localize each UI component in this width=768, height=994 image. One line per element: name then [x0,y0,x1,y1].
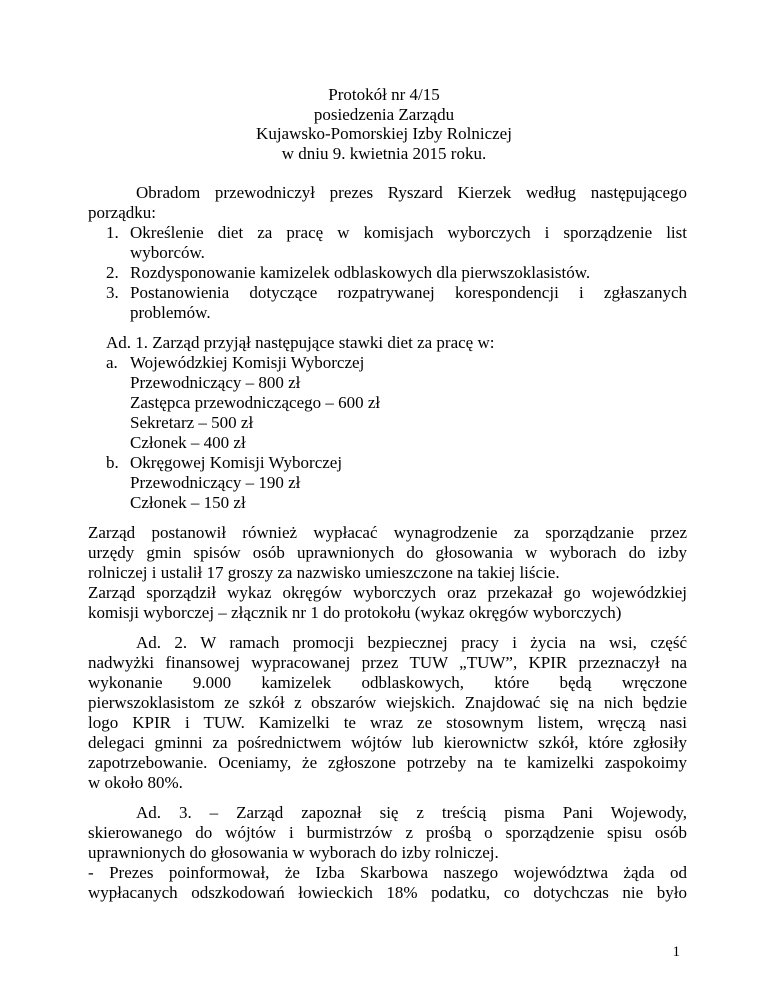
ad3-line: uprawnionych do głosowania w wyborach do izby rolniczej. [88,843,499,862]
commission-title: Okręgowej Komisji Wyborczej [130,453,343,472]
ad3-line: Ad. 3. – Zarząd zapoznał się z treścią pisma Pani Wojewody, [136,803,687,822]
ad2-line: delegaci gminni za pośrednictwem wójtów lub kierownictw szkół, które zgłosiły [88,733,687,752]
rate-line: Przewodniczący – 800 zł [130,373,301,392]
rate-line: Członek – 400 zł [130,433,246,452]
rate-line: Członek – 150 zł [130,493,246,512]
ad2-line: logo KPIR i TUW. Kamizelki te wraz ze stosownym listem, wręczą nasi [88,713,687,732]
title-line: Protokół nr 4/15 [328,85,440,104]
agenda-number: 3. [106,283,119,302]
paragraph-line: rolniczej i ustalił 17 groszy za nazwisko umieszczone na takiej liście. [88,563,560,582]
intro-line: Obradom przewodniczył prezes Ryszard Kierzek według następującego [136,183,687,202]
paragraph-line: komisji wyborczej – złącznik nr 1 do protokołu (wykaz okręgów wyborczych) [88,603,622,622]
paragraph-line: Zarząd sporządził wykaz okręgów wyborczych oraz przekazał go wojewódzkiej [88,583,687,602]
list-letter: a. [106,353,118,372]
ad2-line: w około 80%. [88,773,183,792]
ad2-line: wykonanie 9.000 kamizelek odblaskowych, które będą wręczone [88,673,687,692]
title-line: w dniu 9. kwietnia 2015 roku. [281,143,487,163]
intro-line: porządku: [88,203,156,222]
ad2-line: pierwszoklasistom ze szkół z obszarów wiejskich. Znajdować się na nich będzie [88,693,687,712]
ad1-intro: Ad. 1. Zarząd przyjął następujące stawki diet za pracę w: [106,333,495,352]
ad2-line: Ad. 2. W ramach promocji bezpiecznej pracy i życia na wsi, część [136,633,687,652]
ad3-line: - Prezes poinformował, że Izba Skarbowa naszego województwa żąda od [88,863,687,882]
agenda-item: Rozdysponowanie kamizelek odblaskowych dla pierwszoklasistów. [130,263,591,282]
document-title [0,85,768,163]
ad2-line: nadwyżki finansowej wypracowanej przez TUW „TUW”, KPIR przeznaczył na [88,653,687,672]
paragraph-line: urzędy gmin spisów osób uprawnionych do głosowania w wyborach do izby [88,543,687,562]
title-line: posiedzenia Zarządu [313,104,455,124]
ad3-line: wypłacanych odszkodowań łowieckich 18% podatku, co dotychczas nie było [88,883,687,902]
page-number: 1 [672,944,680,960]
agenda-item: Określenie diet za pracę w komisjach wyborczych i sporządzenie list [130,223,687,242]
title-line: Kujawsko-Pomorskiej Izby Rolniczej [256,124,512,143]
ad2-line: zapotrzebowanie. Oceniamy, że zgłoszone potrzeby na te kamizelki zaspokoimy [88,753,687,772]
rate-line: Zastępca przewodniczącego – 600 zł [130,393,381,412]
agenda-item-cont: problemów. [130,303,211,322]
agenda-number: 1. [106,223,119,242]
commission-title: Wojewódzkiej Komisji Wyborczej [130,353,365,372]
list-letter: b. [106,453,119,472]
ad3-line: skierowanego do wójtów i burmistrzów z prośbą o sporządzenie spisu osób [88,823,687,842]
agenda-number: 2. [106,263,119,282]
agenda-item: Postanowienia dotyczące rozpatrywanej korespondencji i zgłaszanych [130,283,687,302]
rate-line: Sekretarz – 500 zł [130,413,254,432]
agenda-item-cont: wyborców. [130,243,205,262]
rate-line: Przewodniczący – 190 zł [130,473,301,492]
paragraph-line: Zarząd postanowił również wypłacać wynagrodzenie za sporządzanie przez [88,523,687,542]
